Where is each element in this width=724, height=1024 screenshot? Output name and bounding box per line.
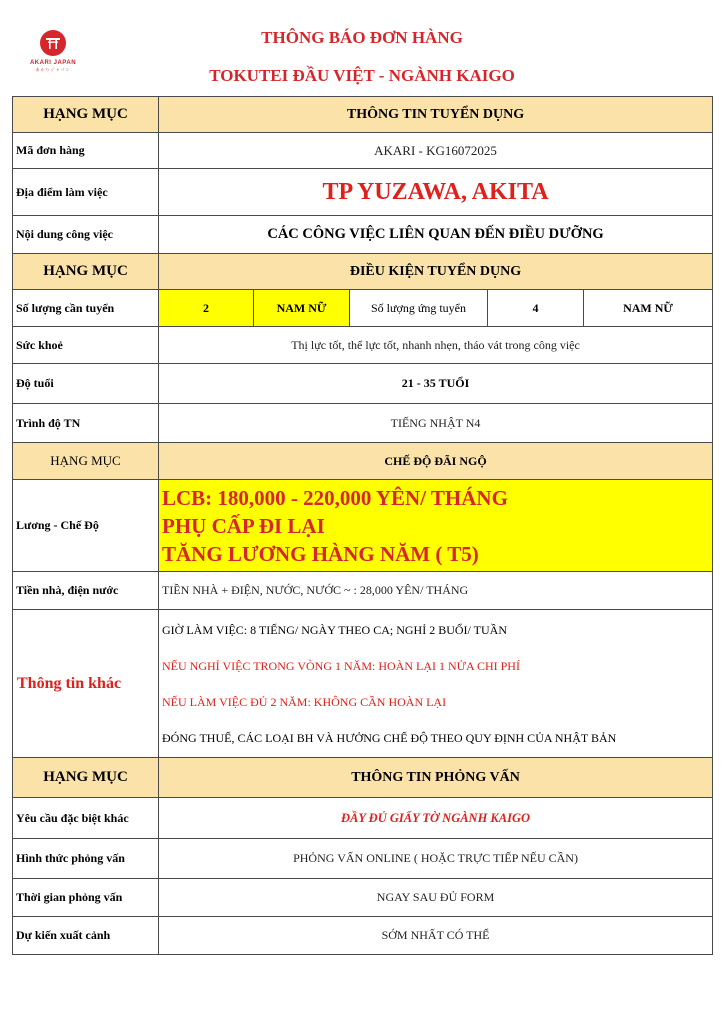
order-code-value: AKARI - KG16072025 xyxy=(159,133,713,169)
job-value: CÁC CÔNG VIỆC LIÊN QUAN ĐẾN ĐIỀU DƯỠNG xyxy=(159,216,713,254)
housing-label: Tiền nhà, điện nước xyxy=(13,572,159,610)
section-header-recruitment-info xyxy=(13,97,713,133)
section-header-right: CHẾ ĐỘ ĐÃI NGỘ xyxy=(159,443,713,480)
section-header-left: HẠNG MỤC xyxy=(13,443,159,480)
section-header-benefits xyxy=(13,443,713,480)
section-header-left: HẠNG MỤC xyxy=(13,254,159,290)
health-row xyxy=(13,327,713,364)
order-code-row xyxy=(13,133,713,169)
logo-name: AKARI JAPAN xyxy=(29,60,77,66)
logo-subtext: あかりジャパン xyxy=(35,67,71,72)
health-value: Thị lực tốt, thể lực tốt, nhanh nhẹn, tháo vát trong công việc xyxy=(159,327,713,364)
departure-value: SỚM NHẤT CÓ THỂ xyxy=(159,917,713,955)
apply-gender: NAM NỮ xyxy=(584,290,713,327)
apply-count: 4 xyxy=(488,290,584,327)
interview-time-value: NGAY SAU ĐỦ FORM xyxy=(159,879,713,917)
working-hours-text: GIỜ LÀM VIỆC: 8 TIẾNG/ NGÀY THEO CA; NGHỈ 2 BUỔI/ TUẦN xyxy=(162,622,507,637)
salary-row xyxy=(13,480,713,572)
salary-base: LCB: 180,000 - 220,000 YÊN/ THÁNG xyxy=(162,485,508,510)
page-title: THÔNG BÁO ĐƠN HÀNG xyxy=(261,28,463,47)
age-row xyxy=(13,364,713,404)
section-header-right: THÔNG TIN PHỎNG VẤN xyxy=(159,758,713,798)
location-value: TP YUZAWA, AKITA xyxy=(159,169,713,216)
early-quit-refund-text: NẾU NGHỈ VIỆC TRONG VÒNG 1 NĂM: HOÀN LẠI 1 NỬA CHI PHÍ xyxy=(162,658,520,673)
location-row xyxy=(13,169,713,216)
section-header-right: THÔNG TIN TUYỂN DỤNG xyxy=(159,97,713,133)
section-header-right: ĐIỀU KIỆN TUYỂN DỤNG xyxy=(159,254,713,290)
education-row xyxy=(13,404,713,443)
quantity-count: 2 xyxy=(159,290,254,327)
interview-form-label: Hình thức phỏng vấn xyxy=(13,839,159,879)
two-year-no-refund-text: NẾU LÀM VIỆC ĐỦ 2 NĂM: KHÔNG CẦN HOÀN LẠI xyxy=(162,694,447,709)
salary-value xyxy=(159,480,713,572)
section-header-left: HẠNG MỤC xyxy=(13,97,159,133)
quantity-row xyxy=(13,290,713,327)
salary-allowance: PHỤ CẤP ĐI LẠI xyxy=(162,513,325,538)
interview-time-row xyxy=(13,879,713,917)
order-table xyxy=(12,96,713,955)
section-header-left: HẠNG MỤC xyxy=(13,758,159,798)
housing-row xyxy=(13,572,713,610)
salary-raise: TĂNG LƯƠNG HÀNG NĂM ( T5) xyxy=(162,541,479,566)
health-label: Sức khoẻ xyxy=(13,327,159,364)
section-header-conditions xyxy=(13,254,713,290)
departure-label: Dự kiến xuất cảnh xyxy=(13,917,159,955)
other-info-label: Thông tin khác xyxy=(13,610,159,758)
section-header-interview xyxy=(13,758,713,798)
other-info-value xyxy=(159,610,713,758)
housing-value: TIỀN NHÀ + ĐIỆN, NƯỚC, NƯỚC ~ : 28,000 YÊN/ THÁNG xyxy=(159,572,713,610)
page-subtitle: TOKUTEI ĐẦU VIỆT - NGÀNH KAIGO xyxy=(209,66,515,85)
other-info-row xyxy=(13,610,713,758)
special-request-label: Yêu cầu đặc biệt khác xyxy=(13,798,159,839)
education-label: Trình độ TN xyxy=(13,404,159,443)
interview-time-label: Thời gian phỏng vấn xyxy=(13,879,159,917)
age-value: 21 - 35 TUỔI xyxy=(159,364,713,404)
apply-label: Số lượng ứng tuyển xyxy=(350,290,488,327)
interview-form-value: PHỎNG VẤN ONLINE ( HOẶC TRỰC TIẾP NẾU CẦN) xyxy=(159,839,713,879)
age-label: Độ tuổi xyxy=(13,364,159,404)
interview-form-row xyxy=(13,839,713,879)
special-request-value: ĐẦY ĐỦ GIẤY TỜ NGÀNH KAIGO xyxy=(159,798,713,839)
education-value: TIẾNG NHẬT N4 xyxy=(159,404,713,443)
job-label: Nội dung công việc xyxy=(13,216,159,254)
quantity-gender: NAM NỮ xyxy=(254,290,350,327)
departure-row xyxy=(13,917,713,955)
special-request-row xyxy=(13,798,713,839)
tax-insurance-text: ĐÓNG THUẾ, CÁC LOẠI BH VÀ HƯỞNG CHẾ ĐỘ THEO QUY ĐỊNH CỦA NHẬT BẢN xyxy=(162,730,617,745)
quantity-label: Số lượng cần tuyển xyxy=(13,290,159,327)
job-row xyxy=(13,216,713,254)
order-code-label: Mã đơn hàng xyxy=(13,133,159,169)
salary-label: Lương - Chế Độ xyxy=(13,480,159,572)
location-label: Địa điểm làm việc xyxy=(13,169,159,216)
